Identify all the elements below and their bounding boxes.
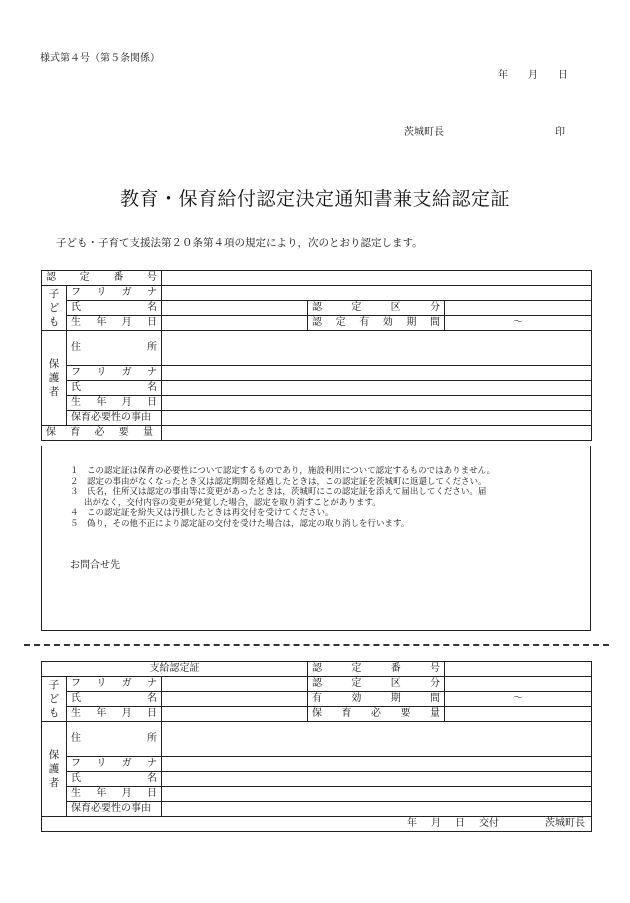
note-item: ４ この認定証を紛失又は汚損したときは再交付を受けてください。 [70,508,334,518]
child-group-label: 子 ど も [42,286,67,331]
guardian-birth-value[interactable] [162,396,592,411]
cut-line [24,644,609,646]
stub-child-name-label: 氏 名 [67,692,162,707]
cert-number-label: 認 定 番 号 [42,271,162,286]
stub-child-furigana-value[interactable] [162,677,308,692]
note-item: ３ 氏名，住所又は認定の事由等に変更があったときは，茨城町にこの認定証を添えて届出してください。届 [70,487,487,497]
month-label: 月 [528,70,538,81]
stub-child-furigana-label: フ リ ガ ナ [67,677,162,692]
stub-guardian-group-label: 保 護 者 [42,722,67,817]
stub-reason-label: 保育必要性の事由 [67,802,162,817]
stub-cert-number-label: 認 定 番 号 [308,662,445,677]
notice-table [41,270,592,441]
stub-child-birth-label: 生 年 月 日 [67,707,162,722]
notes-list [70,466,495,529]
day-label: 日 [558,70,568,81]
stub-child-birth-value[interactable] [162,707,308,722]
reason-label: 保育必要性の事由 [67,411,162,426]
need-amount-value[interactable] [162,426,592,441]
form-number: 様式第４号（第５条関係） [40,53,160,64]
validity-value[interactable] [445,316,592,331]
child-furigana-label: フ リ ガ ナ [67,286,162,301]
note-item: ２ 認定の事由がなくなったとき又は認定期間を経過したときは，この認定証を茨城町に返還してください。 [70,476,487,487]
guardian-birth-label: 生 年 月 日 [67,396,162,411]
stub-table [41,661,592,832]
guardian-address-value[interactable] [162,331,592,366]
stub-child-name-value[interactable] [162,692,308,707]
note-item: １ この認定証は保育の必要性について認定するものであり，施設利用について認定するものではありません。 [70,466,496,476]
stub-guardian-address-label: 住 所 [67,722,162,757]
guardian-furigana-value[interactable] [162,366,592,381]
stub-cert-number-value[interactable] [445,662,592,677]
stub-guardian-furigana-value[interactable] [162,757,592,772]
stub-guardian-birth-value[interactable] [162,787,592,802]
child-name-value[interactable] [162,301,308,316]
year-label: 年 [498,70,508,81]
guardian-name-value[interactable] [162,381,592,396]
stub-category-value[interactable] [445,677,592,692]
tilde: ～ [513,693,524,704]
issuer-name: 茨城町長 [404,127,444,138]
stub-year: 年 [407,818,418,829]
validity-label: 認 定 有 効 期 間 [308,316,445,331]
stub-validity-value[interactable] [445,692,592,707]
stub-day: 日 [455,818,466,829]
child-furigana-value[interactable] [162,286,592,301]
stub-guardian-name-value[interactable] [162,772,592,787]
stub-child-group-label: 子 ど も [42,677,67,722]
child-birth-value[interactable] [162,316,308,331]
stub-need-amount-value[interactable] [445,707,592,722]
stub-need-amount-label: 保 育 必 要 量 [308,707,445,722]
stub-issued: 交付 [479,818,500,829]
document-title: 教育・保育給付認定決定通知書兼支給認定証 [119,188,510,210]
note-item: ５ 偽り，その他不正により認定証の交付を受けた場合は，認定の取り消しを行います。 [70,518,410,529]
stub-issuer: 茨城町長 [545,818,586,829]
stub-validity-label: 有 効 期 間 [308,692,445,707]
stub-guardian-name-label: 氏 名 [67,772,162,787]
stub-issue-footer [42,817,592,832]
guardian-furigana-label: フ リ ガ ナ [67,366,162,381]
stub-reason-value[interactable] [162,802,592,817]
stub-month: 月 [431,818,442,829]
child-name-label: 氏 名 [67,301,162,316]
stub-category-label: 認 定 区 分 [308,677,445,692]
stub-guardian-furigana-label: フ リ ガ ナ [67,757,162,772]
guardian-group-label: 保 護 者 [42,331,67,426]
category-label: 認 定 区 分 [308,301,445,316]
stub-title: 支給認定証 [42,662,308,677]
tilde: ～ [513,317,523,328]
reason-value[interactable] [162,411,592,426]
seal-mark: 印 [555,127,565,138]
intro-text: 子ども・子育て支援法第２０条第４項の規定により，次のとおり認定します。 [56,237,423,249]
guardian-address-label: 住 所 [67,331,162,366]
category-value[interactable] [445,301,592,316]
need-amount-label: 保 育 必 要 量 [42,426,162,441]
stub-guardian-birth-label: 生 年 月 日 [67,787,162,802]
guardian-name-label: 氏 名 [67,381,162,396]
child-birth-label: 生 年 月 日 [67,316,162,331]
stub-guardian-address-value[interactable] [162,722,592,757]
note-item: 出がなく，交付内容の変更が発覚した場合，認定を取り消すことがあります。 [84,497,381,508]
cert-number-value[interactable] [162,271,592,286]
inquiry-label: お問合せ先 [70,560,120,571]
issue-date [498,66,568,81]
